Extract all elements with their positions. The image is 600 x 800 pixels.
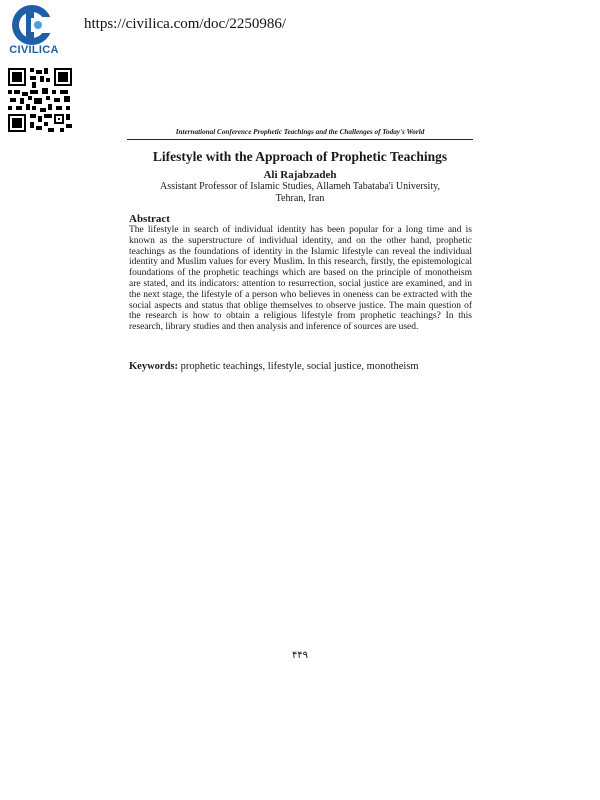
civilica-logo[interactable] <box>4 4 60 58</box>
qr-code-icon <box>8 68 72 132</box>
keywords-label: Keywords: <box>129 361 178 372</box>
keywords-text: prophetic teachings, lifestyle, social justice, monotheism <box>180 361 419 372</box>
affiliation-line-1: Assistant Professor of Islamic Studies, Allameh Tabataba'i University, <box>160 181 440 192</box>
abstract-heading: Abstract <box>129 213 170 225</box>
logo-wordmark: CIVILICA <box>9 44 59 56</box>
header-divider <box>127 139 473 140</box>
paper-title: Lifestyle with the Approach of Prophetic Teachings <box>152 149 448 164</box>
page-number: ۴۴۹ <box>291 650 309 661</box>
abstract-text: The lifestyle in search of individual identity has been popular for a long time and is known as the superstructure of individual identity, and on the other hand, prophetic teachings as the foundations of identity in the Islamic lifestyle can reveal the individual identity and Muslim values for every Muslim. In this research, firstly, the epistemological foundations of the prophetic teachings which are based on the principle of monotheism are stated, and its indicators: attention to resurrection, social justice are examined, and in the next stage, the lifestyle of a person who believes in oneness can be extracted with the social aspects and status that oblige themselves to observe justice. The main question of the research is how to obtain a religious lifestyle from prophetic teachings? In this research, library studies and then analysis and inference of sources are used. <box>129 225 472 333</box>
document-url-link[interactable]: https://civilica.com/doc/2250986/ <box>84 16 287 32</box>
keywords <box>129 361 472 372</box>
paper-author: Ali Rajabzadeh <box>263 169 337 181</box>
author-affiliation <box>137 181 463 205</box>
conference-header: International Conference Prophetic Teachings and the Challenges of Today's World <box>175 128 425 136</box>
affiliation-line-2: Tehran, Iran <box>275 193 325 204</box>
civilica-logo-icon <box>4 4 60 46</box>
